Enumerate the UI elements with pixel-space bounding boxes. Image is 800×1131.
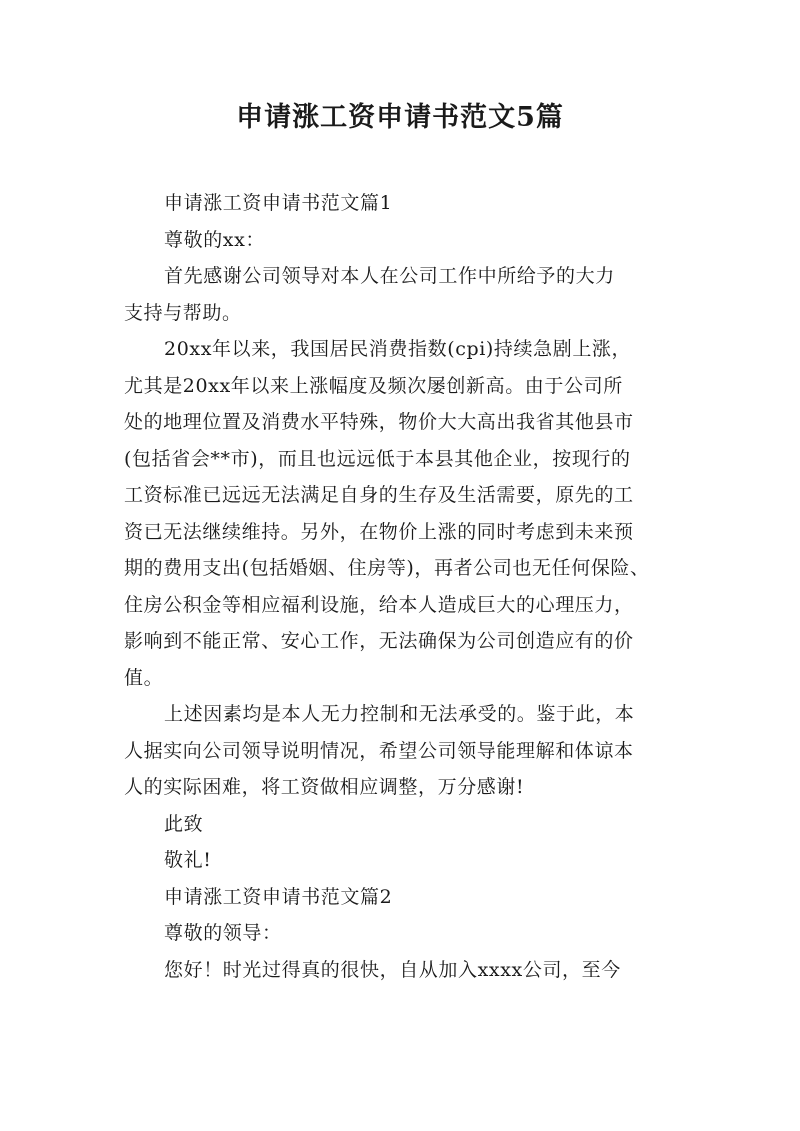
- document-line: 申请涨工资申请书范文篇1: [164, 192, 393, 214]
- document-line: 期的费用支出(包括婚姻、住房等)，再者公司也无任何保险、: [124, 557, 650, 579]
- document-line: 20xx年以来，我国居民消费指数(cpi)持续急剧上涨，: [164, 338, 632, 360]
- document-line: 首先感谢公司领导对本人在公司工作中所给予的大力: [164, 265, 615, 287]
- document-line: 处的地理位置及消费水平特殊，物价大大高出我省其他县市: [124, 411, 634, 433]
- document-line: 尊敬的xx：: [164, 228, 266, 251]
- document-line: 人据实向公司领导说明情况，希望公司领导能理解和体谅本: [124, 739, 634, 762]
- document-body: [124, 185, 684, 988]
- document-line: 尊敬的领导：: [164, 922, 282, 944]
- document-line: 尤其是20xx年以来上涨幅度及频次屡创新高。由于公司所: [124, 374, 623, 397]
- document-line: 上述因素均是本人无力控制和无法承受的。鉴于此，本: [164, 703, 635, 725]
- document-line: 支持与帮助。: [124, 301, 242, 324]
- document-line: 影响到不能正常、安心工作，无法确保为公司创造应有的价: [124, 630, 634, 652]
- document-line: 申请涨工资申请书范文篇2: [164, 885, 393, 908]
- document-line: 此致: [164, 812, 204, 835]
- document-line: 工资标准已远远无法满足自身的生存及生活需要，原先的工: [124, 484, 634, 506]
- document-line: 住房公积金等相应福利设施，给本人造成巨大的心理压力，: [124, 593, 634, 616]
- document-line: 敬礼!: [164, 849, 212, 871]
- document-title: 申请涨工资申请书范文5篇: [236, 102, 564, 133]
- document-line: 您好！时光过得真的很快，自从加入xxxx公司，至今: [164, 958, 621, 981]
- document-line: 资已无法继续维持。另外，在物价上涨的同时考虑到未来预: [124, 520, 634, 543]
- document-line: (包括省会**市)，而且也远远低于本县其他企业，按现行的: [124, 447, 631, 470]
- document-line: 值。: [124, 666, 164, 689]
- document-line: 人的实际困难，将工资做相应调整，万分感谢!: [124, 776, 525, 798]
